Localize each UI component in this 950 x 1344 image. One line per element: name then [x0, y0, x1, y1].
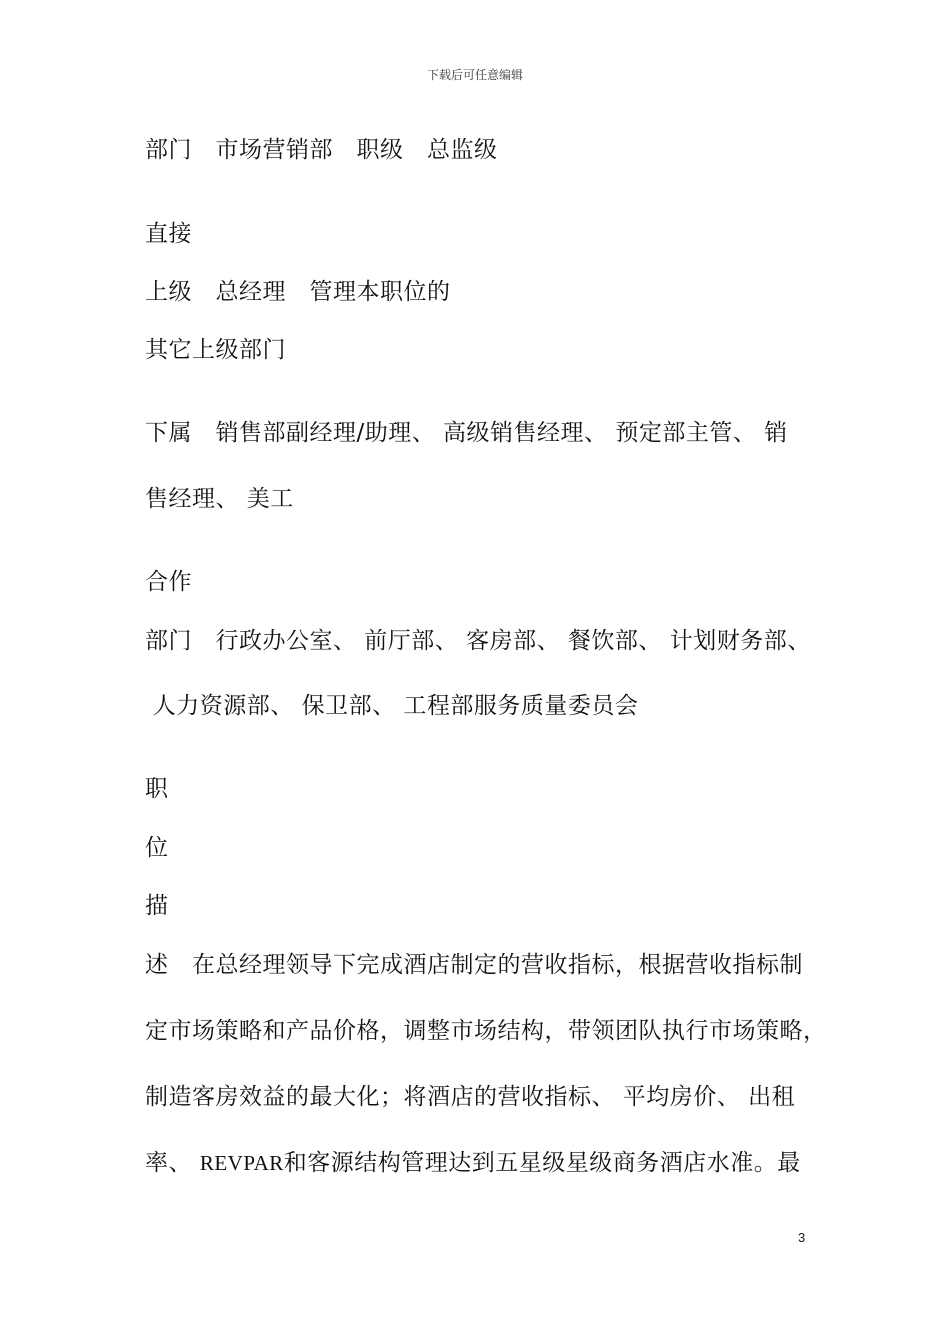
- line-desc-char-3: 描: [145, 893, 169, 919]
- line-direct: 直接: [145, 221, 192, 247]
- line-other-superior: 其它上级部门: [145, 337, 286, 363]
- line-description-2: 定市场策略和产品价格，调整市场结构，带领团队执行市场策略，: [145, 1018, 827, 1044]
- line-subordinates: 下属 销售部副经理/助理、 高级销售经理、 预定部主管、 销: [145, 420, 788, 446]
- line-department: 部门 市场营销部 职级 总监级: [145, 137, 498, 163]
- line-description-4-start: 率、: [145, 1150, 200, 1176]
- line-description-4-end: 和客源结构管理达到五星级星级商务酒店水准。最: [283, 1150, 801, 1176]
- line-coop-departments-cont: 人力资源部、 保卫部、 工程部服务质量委员会: [145, 693, 639, 719]
- line-cooperation: 合作: [145, 569, 192, 595]
- page-number: 3: [798, 1230, 806, 1245]
- line-superior: 上级 总经理 管理本职位的: [145, 279, 451, 305]
- revpar-term: REVPAR: [199, 1151, 284, 1175]
- line-coop-departments: 部门 行政办公室、 前厅部、 客房部、 餐饮部、 计划财务部、: [145, 628, 811, 654]
- line-desc-char-2: 位: [145, 835, 169, 861]
- line-subordinates-cont: 售经理、 美工: [145, 486, 294, 512]
- line-desc-char-1: 职: [145, 776, 169, 802]
- line-description-1: 述 在总经理领导下完成酒店制定的营收指标，根据营收指标制: [145, 952, 803, 978]
- page-header-note: 下载后可任意编辑: [426, 68, 523, 82]
- line-description-3: 制造客房效益的最大化；将酒店的营收指标、 平均房价、 出租: [145, 1084, 796, 1110]
- line-description-4: [145, 1148, 801, 1178]
